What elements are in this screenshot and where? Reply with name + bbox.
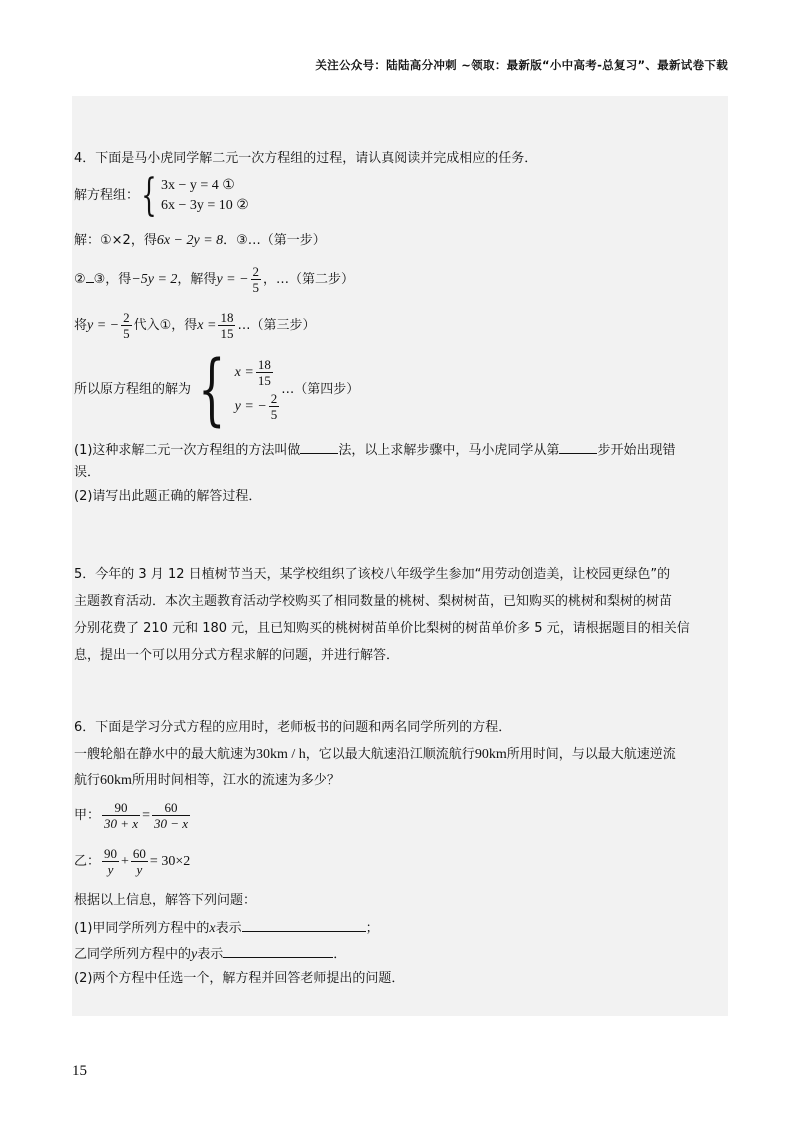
q4-step1-text: 解：①×2，得 (74, 233, 157, 248)
q4-title: 4．下面是马小虎同学解二元一次方程组的过程，请认真阅读并完成相应的任务． (74, 151, 538, 166)
q6-t1b-text: 乙同学所列方程中的 (74, 947, 192, 962)
q6-t1b-end: ． (333, 947, 347, 962)
q4-step2-y: y = − (216, 272, 249, 287)
q6-jia-label: 甲： (74, 808, 101, 823)
q4-step2-solve: ，解得 (177, 272, 217, 287)
q6-t1-blank[interactable] (242, 918, 366, 932)
q4-step4-x: x = (234, 364, 254, 380)
q4-step3-fraction-y: $\frac{2}{5}$ (123, 310, 130, 341)
q6-jia-equation (74, 796, 192, 836)
q4-task1-text-b: 法，以上求解步骤中，马小虎同学从第 (338, 443, 560, 458)
q6-speed: 30km / h (256, 747, 306, 762)
q4-step4-brace: { x = $\frac{18}{15}$ y = − $\frac{2}{5}$ (198, 344, 278, 435)
q4-task1-blank-method[interactable] (300, 440, 338, 454)
q4-system-label: 解方程组： (74, 188, 140, 203)
q6-task1-jia (74, 918, 379, 938)
q4-step2-circle: ② (74, 272, 86, 287)
q6-jia-equals: = (142, 808, 150, 823)
q4-step3 (74, 306, 315, 346)
q4-task1-text-a: (1)这种求解二元一次方程组的方法叫做 (74, 443, 301, 458)
q6-prompt: 根据以上信息，解答下列问题： (74, 893, 257, 908)
q6-jia-fraction-2: $\frac{60}{30 - x}$ (153, 800, 189, 831)
q4-step3-x: x = (197, 318, 217, 333)
q6-yi-label: 乙： (74, 854, 101, 869)
q6-t1b-means: 表示 (197, 947, 224, 962)
q4-step4 (74, 344, 360, 435)
q6-problem-line1 (74, 746, 676, 764)
q6-jia-fraction-1: $\frac{90}{30 + x}$ (104, 800, 139, 831)
q4-step3-tail: …（第三步） (237, 318, 316, 333)
q4-system-brace: { 3x − y = 4 ① 6x − 3y = 10 ② (141, 169, 249, 221)
q4-step4-label: 所以原方程组的解为 (74, 382, 192, 397)
q4-step3-text: 将 (74, 318, 88, 333)
q4-step2-fraction: $\frac{2}{5}$ (252, 264, 260, 295)
q6-yi-equation (74, 842, 190, 882)
q4-step3-sub: 代入①，得 (133, 318, 198, 333)
q4-step2-equation: −5y = 2 (131, 272, 178, 287)
q5-line2: 主题教育活动．本次主题教育活动学校购买了相同数量的桃树、梨树树苗，已知购买的桃树和梨树的树苗 (74, 594, 673, 609)
q6-task1-yi (74, 944, 346, 964)
q4-step4-fraction-y: $\frac{2}{5}$ (270, 390, 278, 422)
q4-step4-tail: …（第四步） (281, 382, 360, 397)
q6-task2: (2)两个方程中任选一个，解方程并回答老师提出的问题． (74, 971, 405, 986)
q6-upstream-distance: 60km (100, 773, 132, 788)
q5-line4: 息，提出一个可以用分式方程求解的问题，并进行解答． (74, 648, 400, 663)
q4-step2 (74, 260, 354, 300)
q6-t1b-blank[interactable] (223, 944, 333, 958)
question-panel (72, 96, 728, 1016)
q4-task1 (74, 440, 675, 460)
page-number: 15 (72, 1063, 87, 1079)
q4-task1-text-c: 步开始出现错 (597, 443, 676, 458)
q4-step3-fraction-x: $\frac{18}{15}$ (220, 310, 234, 341)
q4-task1-blank-step[interactable] (559, 440, 597, 454)
q4-step1 (74, 232, 326, 250)
q4-eq2: 6x − 3y = 10 ② (161, 197, 249, 213)
q4-step3-y: y = − (87, 318, 120, 333)
q4-step4-fraction-x: $\frac{18}{15}$ (257, 356, 271, 388)
q6-downstream-distance: 90km (474, 747, 507, 762)
q6-t1b-var: y (191, 947, 198, 962)
q6-t1-end: ； (365, 921, 379, 936)
q4-step1-equation: 6x − 2y = 8 (156, 233, 224, 248)
q6-yi-fraction-1: $\frac{90}{y}$ (104, 846, 118, 877)
q6-t1-text: (1)甲同学所列方程中的 (74, 921, 210, 936)
q6-l3-text-b: 所用时间相等，江水的流速为多少？ (131, 773, 340, 788)
q6-title: 6．下面是学习分式方程的应用时，老师板书的问题和两名同学所列的方程． (74, 720, 512, 735)
q6-t1-means: 表示 (215, 921, 242, 936)
q4-task2: (2)请写出此题正确的解答过程． (74, 489, 262, 504)
q4-task1-cont: 误． (74, 465, 101, 480)
q6-problem-line2 (74, 772, 340, 790)
q4-step1-tail: ．③…（第一步） (223, 233, 326, 248)
q6-l3-text-a: 航行 (74, 773, 101, 788)
page-header: 关注公众号：陆陆高分冲刺 ~领取：最新版“小中高考-总复习”、最新试卷下载 (315, 58, 728, 72)
q6-l2-text-b: ，它以最大航速沿江顺流航行 (305, 747, 475, 762)
q6-t1-var: x (209, 921, 216, 936)
q5-line1: 5．今年的 3 月 12 日植树节当天，某学校组织了该校八年级学生参加“用劳动创造美，让校园更绿色”的 (74, 567, 671, 582)
q6-l2-text-a: 一艘轮船在静水中的最大航速为 (74, 747, 257, 762)
q6-yi-plus: + (121, 854, 129, 869)
q4-step2-tail: ，…（第二步） (263, 272, 355, 287)
q6-l2-text-c: 所用时间，与以最大航速逆流 (506, 747, 676, 762)
q4-system (74, 169, 249, 221)
q4-step2-text: ③，得 (93, 272, 132, 287)
q4-step2-blank[interactable] (86, 269, 94, 283)
q4-step4-y: y = − (234, 398, 267, 414)
q6-yi-fraction-2: $\frac{60}{y}$ (132, 846, 146, 877)
q6-yi-rhs: = 30×2 (149, 854, 191, 869)
q5-line3: 分别花费了 210 元和 180 元，且已知购买的桃树树苗单价比梨树的树苗单价多 5 元，请根据题目的相关信 (74, 621, 690, 636)
q4-eq1: 3x − y = 4 ① (161, 177, 235, 193)
